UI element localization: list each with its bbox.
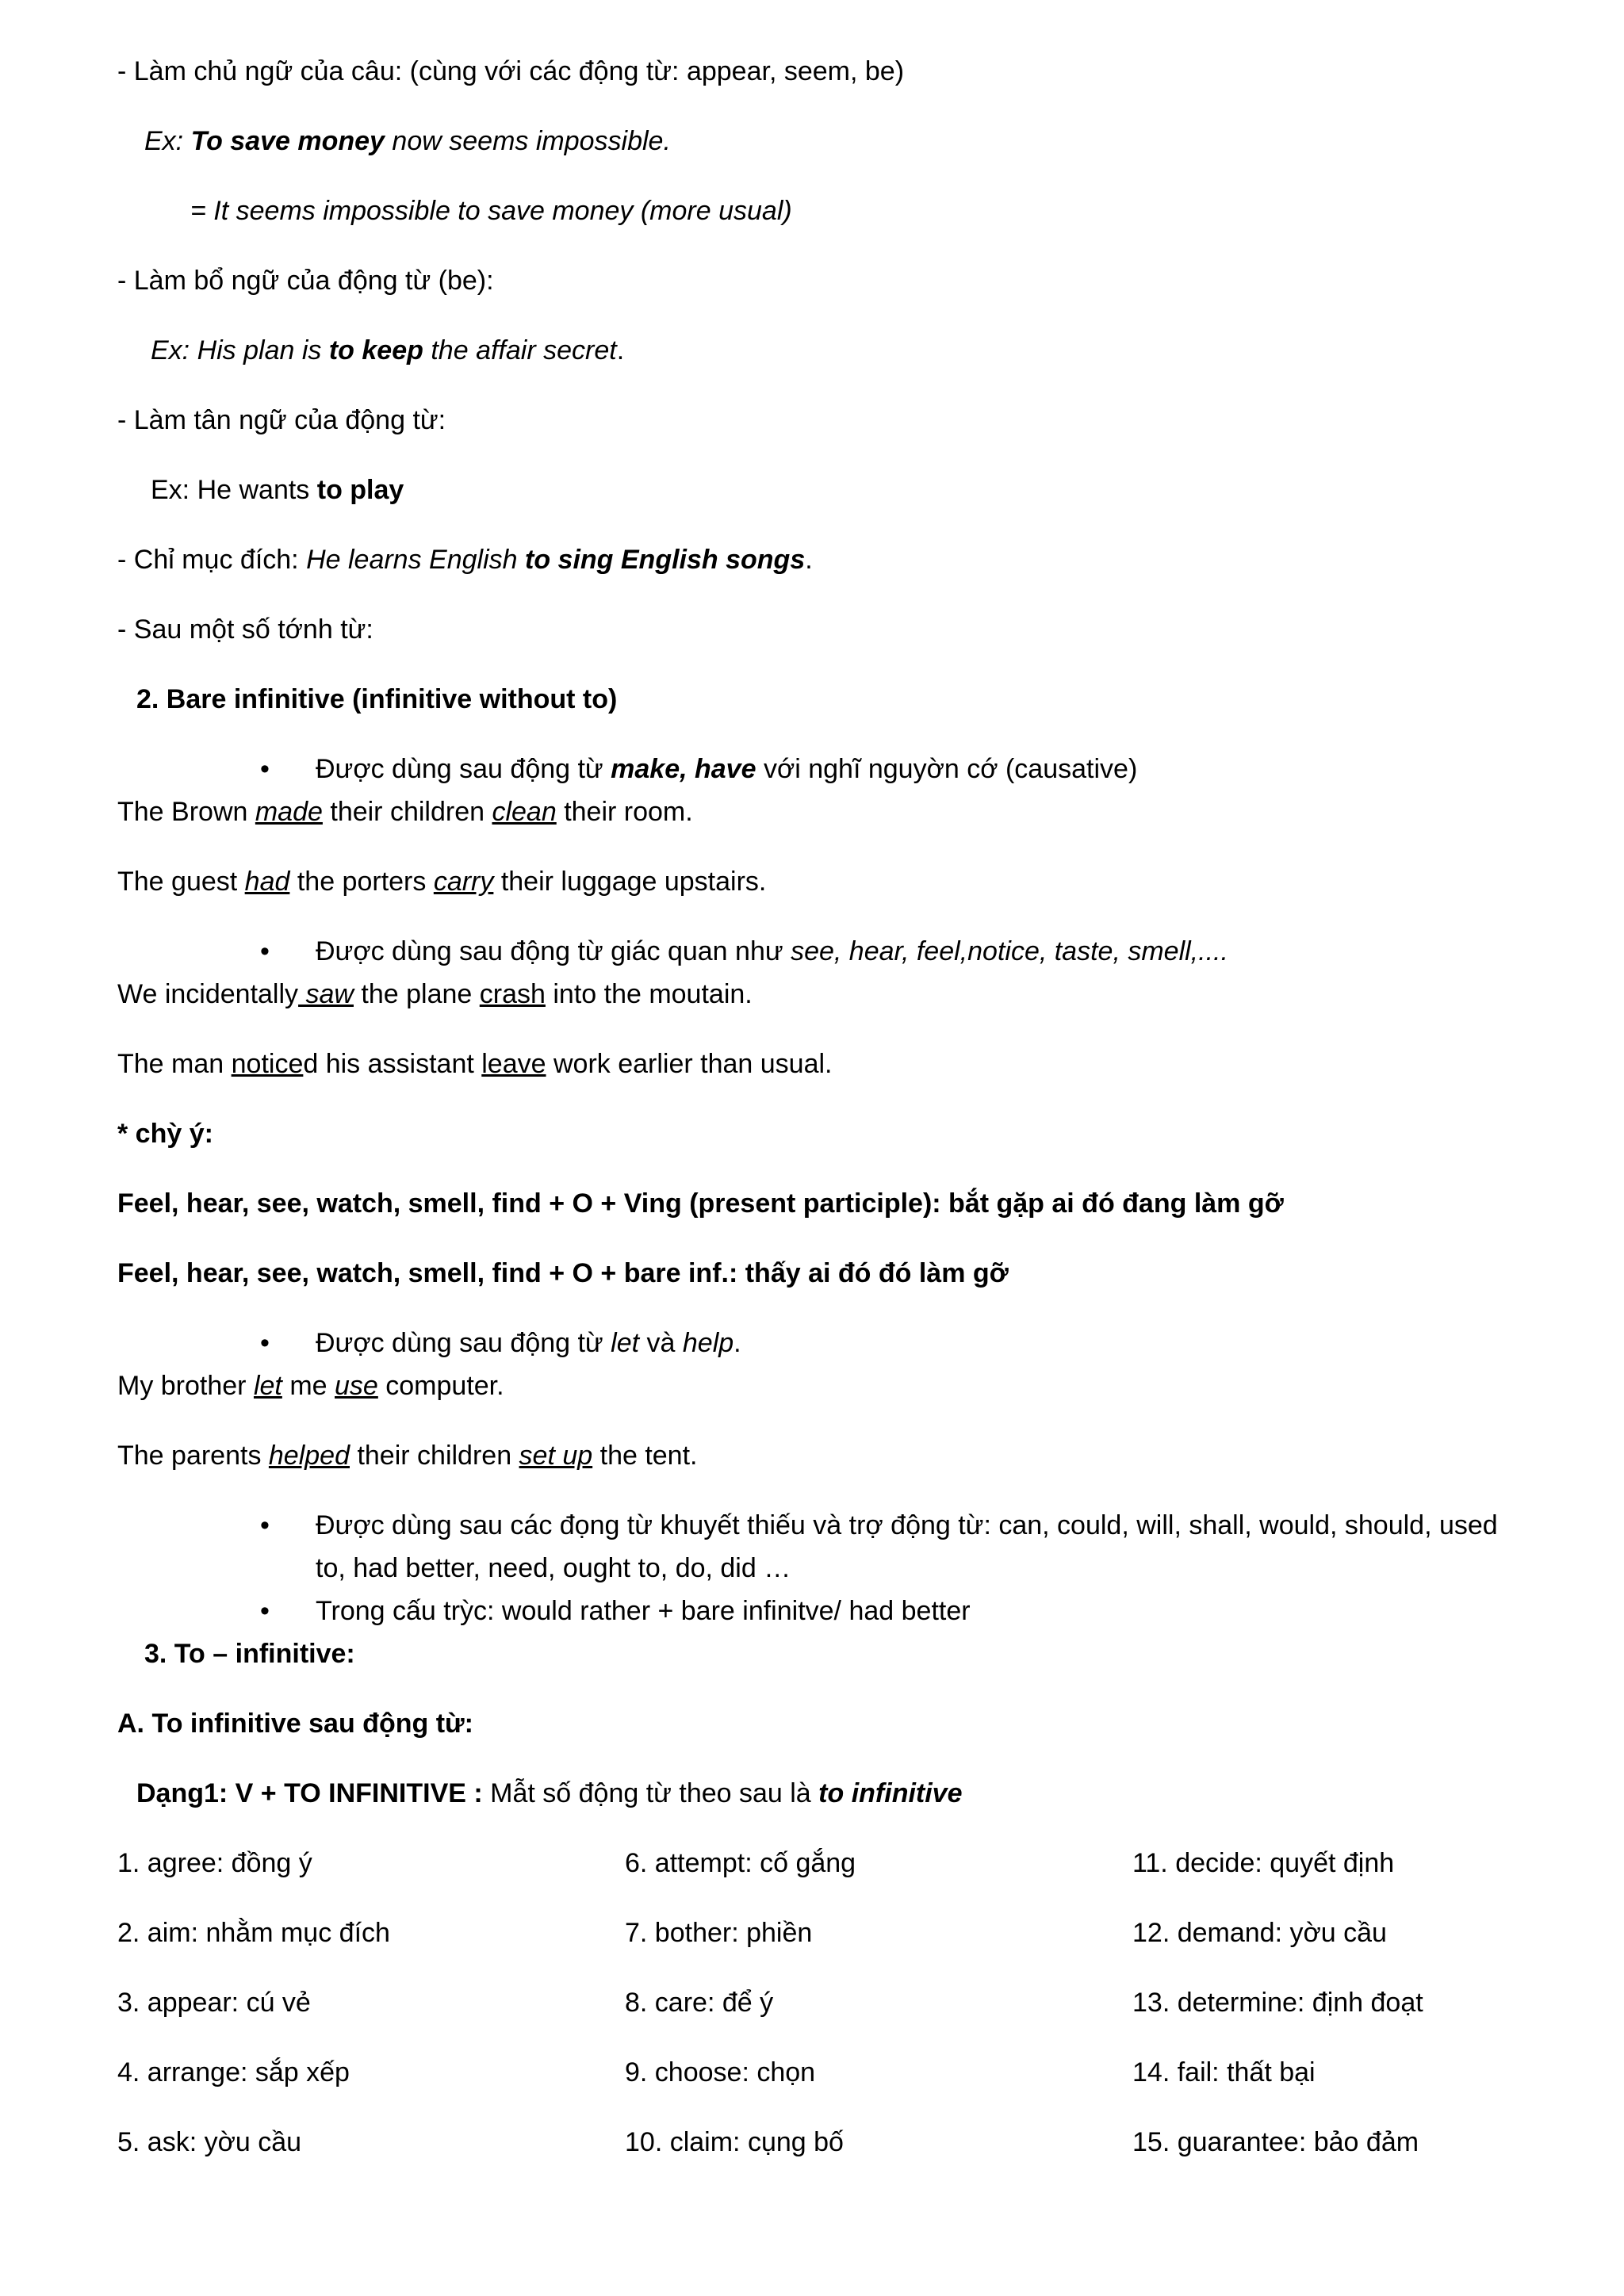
- dang1-line: Dạng1: V + TO INFINITIVE : Mẫt số động từ theo sau là to infinitive: [136, 1778, 963, 1808]
- list-item: 6. attempt: cố gắng: [625, 1848, 856, 1878]
- example-subject-alt: = It seems impossible to save money (more usual): [190, 196, 792, 226]
- bullet-modals-line1: Được dùng sau các đọng từ khuyết thiếu và trợ động từ: can, could, will, shall, would, should, used: [316, 1510, 1498, 1540]
- heading-to-infinitive: 3. To – infinitive:: [144, 1639, 355, 1669]
- list-item: 3. appear: cú vẻ: [117, 1988, 311, 2018]
- bullet-modals-line2: to, had better, need, ought to, do, did …: [316, 1553, 791, 1583]
- example-plane: We incidentally saw the plane crash into the moutain.: [117, 979, 753, 1009]
- bullet-glyph: •: [260, 936, 270, 966]
- complement-line: - Làm bổ ngữ của động từ (be):: [117, 266, 494, 296]
- list-item: 2. aim: nhằm mục đích: [117, 1918, 390, 1948]
- note-bare-inf: Feel, hear, see, watch, smell, find + O + bare inf.: thấy ai đó đó làm gỡ: [117, 1258, 1009, 1288]
- list-item: 8. care: để ý: [625, 1988, 774, 2018]
- example-subject: Ex: To save money now seems impossible.: [144, 126, 671, 156]
- example-brother: My brother let me use computer.: [117, 1371, 504, 1401]
- object-line: - Làm tân ngữ của động từ:: [117, 405, 446, 435]
- example-brown: The Brown made their children clean their room.: [117, 797, 693, 827]
- example-object: Ex: He wants to play: [151, 475, 404, 505]
- list-item: 11. decide: quyết định: [1132, 1848, 1395, 1878]
- list-item: 9. choose: chọn: [625, 2057, 816, 2087]
- list-item: 7. bother: phiền: [625, 1918, 813, 1948]
- bullet-causative: Được dùng sau động từ make, have với nghĩ nguyờn cớ (causative): [316, 754, 1138, 784]
- bullet-glyph: •: [260, 754, 270, 784]
- note-ving: Feel, hear, see, watch, smell, find + O + Ving (present participle): bắt gặp ai đó đang làm gỡ: [117, 1188, 1284, 1219]
- purpose-line: - Chỉ mục đích: He learns English to sing English songs.: [117, 545, 813, 575]
- list-item: 12. demand: yờu cầu: [1132, 1918, 1387, 1948]
- bullet-glyph: •: [260, 1596, 270, 1626]
- heading-bare-infinitive: 2. Bare infinitive (infinitive without to): [136, 684, 618, 714]
- list-item: 5. ask: yờu cầu: [117, 2127, 302, 2157]
- heading-to-inf-after-verb: A. To infinitive sau động từ:: [117, 1709, 473, 1739]
- example-guest: The guest had the porters carry their luggage upstairs.: [117, 867, 767, 897]
- note-title: * chỳ ý:: [117, 1119, 213, 1149]
- list-item: 14. fail: thất bại: [1132, 2057, 1316, 2087]
- example-parents: The parents helped their children set up the tent.: [117, 1441, 698, 1471]
- list-item: 15. guarantee: bảo đảm: [1132, 2127, 1419, 2157]
- list-item: 4. arrange: sắp xếp: [117, 2057, 350, 2087]
- list-item: 10. claim: cụng bố: [625, 2127, 844, 2157]
- bullet-let-help: Được dùng sau động từ let và help.: [316, 1328, 741, 1358]
- bullet-would-rather: Trong cấu trỳc: would rather + bare infinitve/ had better: [316, 1596, 971, 1626]
- example-complement: Ex: His plan is to keep the affair secret.: [151, 335, 625, 365]
- list-item: 13. determine: định đoạt: [1132, 1988, 1423, 2018]
- bullet-glyph: •: [260, 1328, 270, 1358]
- bullet-senses: Được dùng sau động từ giác quan như see, hear, feel,notice, taste, smell,....: [316, 936, 1228, 966]
- subject-line: - Làm chủ ngữ của câu: (cùng với các động từ: appear, seem, be): [117, 56, 905, 86]
- adjective-line: - Sau một số tớnh từ:: [117, 614, 373, 645]
- list-item: 1. agree: đồng ý: [117, 1848, 312, 1878]
- example-man: The man noticed his assistant leave work earlier than usual.: [117, 1049, 833, 1079]
- bullet-glyph: •: [260, 1510, 270, 1540]
